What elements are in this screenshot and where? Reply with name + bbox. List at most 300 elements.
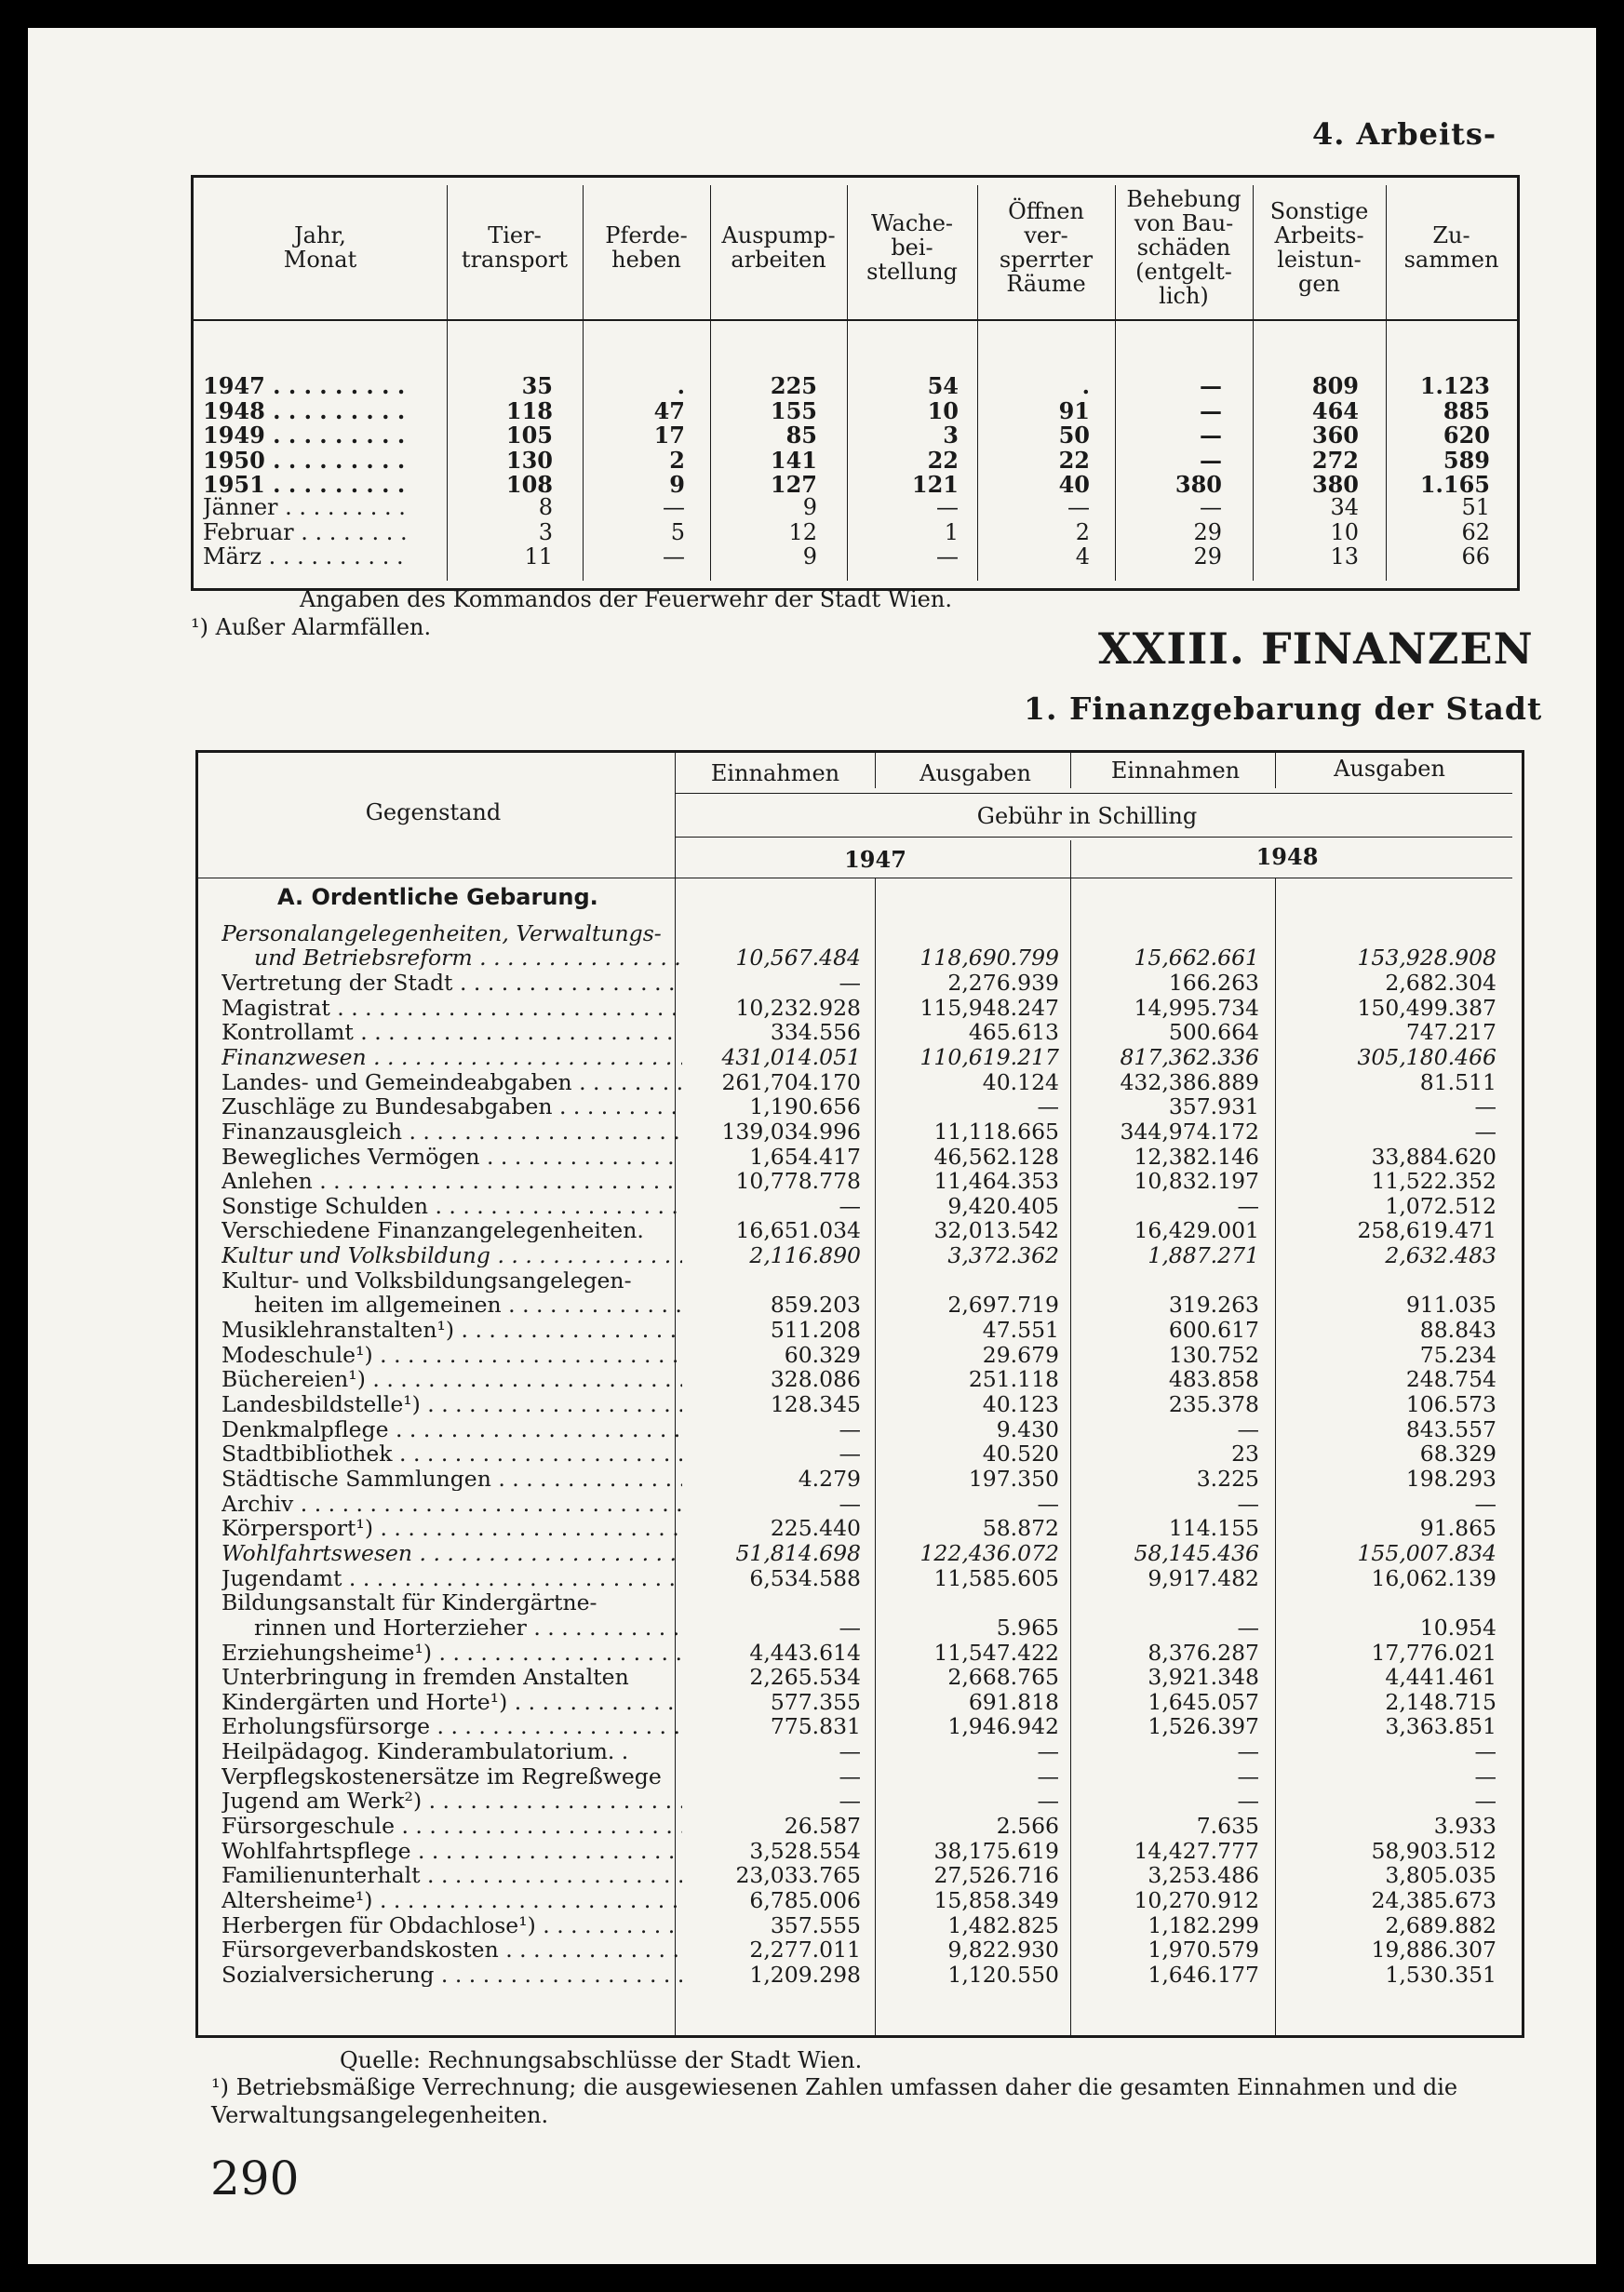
table-row (198, 1937, 1522, 1962)
cell-value: — (1200, 372, 1222, 399)
cell-value: 500.664 (1168, 1019, 1259, 1046)
cell-value: 47.551 (982, 1317, 1059, 1344)
row-label-text: Sonstige Schulden . . . (221, 1194, 682, 1218)
cell-value: 12,382.146 (1134, 1143, 1259, 1170)
row-label (221, 1839, 682, 1863)
cell-value: — (663, 543, 685, 570)
row-label-text: Fürsorgeschule . . . (221, 1814, 682, 1838)
row-label-text: Jugendamt . . . (221, 1566, 682, 1590)
cell-value: 88.843 (1419, 1317, 1496, 1344)
table-row (198, 1243, 1522, 1267)
table-row (198, 1367, 1522, 1391)
cell-value: — (1037, 1490, 1059, 1517)
cell-value: 3,253.486 (1148, 1862, 1259, 1889)
table-row (194, 372, 1517, 397)
cell-value: — (1200, 422, 1222, 449)
cell-value: 225 (770, 372, 817, 399)
cell-value: 10,270.912 (1134, 1887, 1259, 1913)
row-label-text: Vertretung der Stadt . . . (221, 971, 682, 995)
cell-value: — (839, 1788, 861, 1815)
table2-column-rule (1070, 753, 1071, 788)
cell-value: 60.329 (784, 1341, 861, 1368)
cell-value: 8,376.287 (1148, 1639, 1259, 1666)
page-number: 290 (210, 2151, 300, 2205)
cell-value: — (839, 969, 861, 996)
row-label (221, 1566, 682, 1590)
row-label-text: heiten im allgemeinen . . . (254, 1293, 682, 1317)
row-label-text: Kultur- und Volksbildungsangelegen- (221, 1267, 632, 1293)
row-label (203, 494, 412, 520)
cell-value: 10,832.197 (1134, 1168, 1259, 1195)
row-label-text: Heilpädagog. Kinderambulatorium. . (221, 1739, 629, 1764)
row-label-text: Erholungsfürsorge . . . (221, 1714, 682, 1738)
cell-value: 46,562.128 (933, 1143, 1059, 1170)
cell-value: 40.123 (982, 1391, 1059, 1417)
header-ausgaben-1947: Ausgaben (919, 760, 1031, 786)
cell-value: 4,443.614 (749, 1639, 861, 1666)
table-row (194, 471, 1517, 496)
table-row (198, 1641, 1522, 1665)
table2-source: Quelle: Rechnungsabschlüsse der Stadt Wien. (340, 2047, 863, 2073)
table-row (198, 921, 1522, 945)
cell-value: 54 (927, 372, 959, 399)
row-label-text: Wohlfahrtspflege . . . (221, 1839, 682, 1863)
row-label (221, 1764, 682, 1789)
table-row (198, 1739, 1522, 1763)
row-label-text: Fürsorgeverbandskosten . . . (221, 1937, 682, 1962)
cell-value: 114.155 (1168, 1515, 1259, 1542)
table-row (198, 1541, 1522, 1565)
cell-value: 24,385.673 (1371, 1887, 1496, 1913)
cell-value: 23,033.765 (735, 1862, 861, 1889)
row-label (203, 519, 412, 545)
cell-value: — (839, 1415, 861, 1442)
cell-value: 121 (911, 471, 959, 498)
table-row (198, 996, 1522, 1020)
cell-value: 8 (538, 494, 553, 520)
cell-value: 344,974.172 (1120, 1118, 1259, 1145)
cell-value: 1,209.298 (749, 1961, 861, 1988)
cell-value: 15,858.349 (933, 1887, 1059, 1913)
header-sonstige-arbeitsleistungen: Sonstige Arbeits- leistun- gen (1269, 198, 1369, 297)
table-row (194, 422, 1517, 447)
cell-value: 10.954 (1419, 1614, 1496, 1641)
cell-value: 9,822.930 (947, 1937, 1059, 1964)
cell-value: 334.556 (770, 1019, 861, 1046)
cell-value: 1,530.351 (1385, 1961, 1496, 1988)
cell-value: 9 (802, 543, 817, 570)
row-label-text: Magistrat . . . (221, 996, 682, 1020)
row-label-text: Kultur und Volksbildung . . . (221, 1243, 682, 1267)
cell-value: 305,180.466 (1357, 1043, 1496, 1070)
header-ausgaben-1948: Ausgaben (1334, 756, 1445, 782)
cell-value: 3,921.348 (1148, 1664, 1259, 1691)
row-label (221, 1963, 682, 1987)
table-row (198, 1169, 1522, 1193)
cell-value: 357.555 (770, 1911, 861, 1938)
table-row (198, 885, 1522, 909)
row-label-text: Verpflegskostenersätze im Regreßwege (221, 1763, 662, 1789)
cell-value: 261,704.170 (721, 1068, 861, 1095)
row-label (277, 885, 738, 909)
cell-value: 885 (1443, 396, 1490, 424)
table-row (198, 1690, 1522, 1714)
table-row (198, 1839, 1522, 1863)
cell-value: 50 (1058, 422, 1090, 449)
cell-value: 91 (1058, 396, 1090, 424)
cell-value: 40.124 (982, 1068, 1059, 1095)
table-row (198, 1963, 1522, 1987)
header-tiertransport: Tier- transport (461, 222, 569, 273)
table1-footnote: ¹) Außer Alarmfällen. (191, 614, 432, 640)
cell-value: 10,778.778 (735, 1168, 861, 1195)
row-label-text: Bildungsanstalt für Kindergärtne- (221, 1590, 597, 1615)
table-row (198, 1863, 1522, 1887)
header-pferdeheben: Pferde- heben (605, 222, 688, 273)
row-label-text: Büchereien¹) . . . (221, 1367, 682, 1391)
cell-value: 16,429.001 (1134, 1217, 1259, 1244)
table-row (198, 1467, 1522, 1491)
table-row (198, 1194, 1522, 1218)
row-label (221, 1392, 682, 1416)
row-label (221, 1863, 682, 1887)
row-label-text: Anlehen . . . (221, 1169, 682, 1193)
row-label-text: Familienunterhalt . . . (221, 1863, 682, 1887)
cell-value: 1.165 (1419, 471, 1490, 498)
cell-value: 380 (1311, 471, 1359, 498)
table-row (198, 1293, 1522, 1317)
cell-value: 40 (1058, 471, 1090, 498)
cell-value: 68.329 (1419, 1441, 1496, 1468)
cell-value: — (1237, 1763, 1259, 1789)
row-label-text: Stadtbibliothek . . . (221, 1441, 682, 1466)
cell-value: 432,386.889 (1120, 1068, 1259, 1095)
cell-value: 51,814.698 (735, 1539, 861, 1566)
cell-value: 2,632.483 (1385, 1242, 1496, 1269)
cell-value: 130.752 (1168, 1341, 1259, 1368)
cell-value: 843.557 (1405, 1415, 1496, 1442)
table-row (198, 1020, 1522, 1044)
cell-value: 4.279 (798, 1465, 861, 1492)
header-year-1947: 1947 (844, 846, 906, 873)
row-label-text: Landes- und Gemeindeabgaben . . . (221, 1070, 682, 1094)
cell-value: 11 (524, 543, 553, 570)
row-label (221, 1045, 682, 1069)
cell-value: 1,654.417 (749, 1143, 861, 1170)
cell-value: — (936, 543, 959, 570)
cell-value: — (839, 1441, 861, 1468)
cell-value: 3,363.851 (1385, 1713, 1496, 1740)
row-label-text: Körpersport¹) . . . (221, 1516, 682, 1540)
cell-value: 2,668.765 (947, 1664, 1059, 1691)
cell-value: 130 (505, 446, 553, 474)
row-label-text: Altersheime¹) . . . (221, 1888, 682, 1912)
cell-value: 155 (770, 396, 817, 424)
table2-row-rule (675, 793, 1512, 794)
cell-value: 1,970.579 (1148, 1937, 1259, 1964)
section-heading-arbeits: 4. Arbeits- (1312, 116, 1497, 152)
cell-value: 10,232.928 (735, 994, 861, 1021)
cell-value: — (936, 494, 959, 520)
row-label (221, 1367, 682, 1391)
cell-value: 17 (653, 422, 685, 449)
row-label-text: Unterbringung in fremden Anstalten (221, 1665, 629, 1690)
cell-value: 17,776.021 (1371, 1639, 1496, 1666)
cell-value: 3.225 (1196, 1465, 1259, 1492)
cell-value: 3,372.362 (947, 1242, 1059, 1269)
cell-value: 5 (670, 518, 685, 545)
table-row (198, 1665, 1522, 1689)
cell-value: 14,995.734 (1134, 994, 1259, 1021)
cell-value: 122,436.072 (919, 1539, 1059, 1566)
table-row (198, 1094, 1522, 1119)
cell-value: — (1474, 1093, 1496, 1120)
cell-value: 141 (770, 446, 817, 474)
cell-value: 13 (1330, 543, 1359, 570)
table1-source: Angaben des Kommandos der Feuerwehr der Stadt Wien. (300, 586, 952, 612)
row-label-text: März . . . (203, 543, 412, 570)
cell-value: 2,116.890 (749, 1242, 861, 1269)
cell-value: 75.234 (1419, 1341, 1496, 1368)
row-label-text: 1949 . . . (203, 422, 412, 449)
cell-value: 1.123 (1419, 372, 1490, 399)
cell-value: 600.617 (1168, 1317, 1259, 1344)
cell-value: 15,662.661 (1134, 945, 1259, 972)
header-wachebeistellung: Wache- bei- stellung (866, 210, 958, 285)
cell-value: 2,697.719 (947, 1292, 1059, 1319)
table2-footnote: ¹) Betriebsmäßige Verrechnung; die ausgewiesenen Zahlen umfassen daher die gesamten Einnahmen und die Verwaltungsangelegenheiten. (211, 2074, 1458, 2128)
cell-value: 483.858 (1168, 1366, 1259, 1393)
cell-value: 380 (1174, 471, 1222, 498)
row-label-text: Kontrollamt . . . (221, 1020, 682, 1044)
row-label-text: Archiv . . . (221, 1492, 682, 1516)
row-label-text: rinnen und Horterzieher . . . (254, 1615, 682, 1640)
cell-value: 2,276.939 (947, 969, 1059, 996)
cell-value: — (1474, 1490, 1496, 1517)
cell-value: 85 (785, 422, 817, 449)
row-label-text: Jänner . . . (203, 494, 412, 520)
cell-value: 14,427.777 (1134, 1837, 1259, 1864)
row-label-text: Musiklehranstalten¹) . . . (221, 1318, 682, 1342)
row-label-text: 1950 . . . (203, 447, 412, 474)
cell-value: — (1200, 396, 1222, 424)
cell-value: — (839, 1763, 861, 1789)
cell-value: 235.378 (1168, 1391, 1259, 1417)
cell-value: 58,145.436 (1134, 1539, 1259, 1566)
cell-value: 1,946.942 (947, 1713, 1059, 1740)
row-label (221, 1516, 682, 1540)
cell-value: — (1237, 1415, 1259, 1442)
row-label-text: Februar . . . (203, 519, 412, 545)
row-label (221, 1441, 682, 1466)
cell-value: 4 (1075, 543, 1090, 570)
row-label-text: 1951 . . . (203, 471, 412, 498)
cell-value: — (839, 1192, 861, 1219)
table-row (198, 1119, 1522, 1144)
cell-value: 3 (538, 518, 553, 545)
row-label-text: Finanzausgleich . . . (221, 1119, 682, 1144)
table-row (198, 1417, 1522, 1441)
cell-value: 511.208 (770, 1317, 861, 1344)
cell-value: 35 (521, 372, 553, 399)
cell-value: — (1474, 1738, 1496, 1765)
row-label (221, 1739, 682, 1763)
header-jahr-monat: Jahr, Monat (283, 222, 357, 273)
cell-value: — (663, 494, 685, 520)
row-label-text: Verschiedene Finanzangelegenheiten. (221, 1218, 644, 1243)
cell-value: 38,175.619 (933, 1837, 1059, 1864)
cell-value: 2,277.011 (749, 1937, 861, 1964)
cell-value: 33,884.620 (1371, 1143, 1496, 1170)
cell-value: 16,651.034 (735, 1217, 861, 1244)
row-label (254, 1293, 682, 1317)
finance-table (195, 750, 1524, 2038)
chapter-title: XXIII. FINANZEN (1098, 623, 1534, 674)
table-row (198, 1392, 1522, 1416)
cell-value: . (1081, 372, 1090, 399)
row-label (221, 1467, 682, 1491)
cell-value: — (1200, 494, 1222, 520)
cell-value: 9,917.482 (1148, 1564, 1259, 1591)
table-row (194, 543, 1517, 569)
row-label (221, 1145, 682, 1169)
row-label-text: Personalangelegenheiten, Verwaltungs- (221, 920, 662, 945)
table-row (194, 519, 1517, 544)
cell-value: 3 (943, 422, 959, 449)
cell-value: . (677, 372, 685, 399)
cell-value: 153,928.908 (1357, 945, 1496, 972)
cell-value: 911.035 (1405, 1292, 1496, 1319)
cell-value: — (1237, 1614, 1259, 1641)
row-label-text: Jugend am Werk²) . . . (221, 1789, 682, 1813)
cell-value: 11,464.353 (933, 1168, 1059, 1195)
row-label-text: Finanzwesen . . . (221, 1045, 682, 1069)
cell-value: 10 (1330, 518, 1359, 545)
cell-value: 1,645.057 (1148, 1688, 1259, 1715)
row-label (221, 1094, 682, 1119)
cell-value: — (1067, 494, 1090, 520)
row-label (221, 1937, 682, 1962)
cell-value: 198.293 (1405, 1465, 1496, 1492)
cell-value: 775.831 (770, 1713, 861, 1740)
row-label (221, 1194, 682, 1218)
cell-value: 577.355 (770, 1688, 861, 1715)
cell-value: 9 (669, 471, 685, 498)
cell-value: 197.350 (968, 1465, 1059, 1492)
cell-value: 29.679 (982, 1341, 1059, 1368)
table-row (198, 1045, 1522, 1069)
cell-value: 1,646.177 (1148, 1961, 1259, 1988)
cell-value: 11,547.422 (933, 1639, 1059, 1666)
cell-value: 1,072.512 (1385, 1192, 1496, 1219)
row-label (221, 1714, 682, 1738)
row-label (221, 1020, 682, 1044)
cell-value: 9.430 (996, 1415, 1059, 1442)
cell-value: 465.613 (968, 1019, 1059, 1046)
cell-value: 66 (1461, 543, 1490, 570)
cell-value: — (1037, 1788, 1059, 1815)
cell-value: 32,013.542 (933, 1217, 1059, 1244)
cell-value: 319.263 (1168, 1292, 1259, 1319)
cell-value: 11,118.665 (933, 1118, 1059, 1145)
cell-value: — (839, 1738, 861, 1765)
row-label-text: Bewegliches Vermögen . . . (221, 1145, 682, 1169)
cell-value: — (1237, 1192, 1259, 1219)
cell-value: 128.345 (770, 1391, 861, 1417)
table-row (198, 971, 1522, 995)
cell-value: 2.566 (996, 1813, 1059, 1840)
cell-value: 3.933 (1433, 1813, 1496, 1840)
header-year-1948: 1948 (1255, 843, 1319, 870)
row-label (203, 543, 412, 570)
cell-value: 7.635 (1196, 1813, 1259, 1840)
row-label (221, 1690, 682, 1714)
row-label-text: Wohlfahrtswesen . . . (221, 1541, 682, 1565)
cell-value: 589 (1443, 446, 1490, 474)
cell-value: — (1474, 1118, 1496, 1145)
row-label-text: Sozialversicherung . . . (221, 1963, 682, 1987)
cell-value: 431,014.051 (721, 1043, 861, 1070)
table-row (198, 1714, 1522, 1738)
cell-value: 26.587 (784, 1813, 861, 1840)
row-label (221, 1243, 682, 1267)
row-label-text: 1947 . . . (203, 372, 412, 399)
cell-value: 10 (927, 396, 959, 424)
cell-value: 1,120.550 (947, 1961, 1059, 1988)
row-label (221, 1492, 682, 1516)
row-label-text: A. Ordentliche Gebarung. (277, 885, 598, 909)
cell-value: — (839, 1490, 861, 1517)
table-row (194, 397, 1517, 422)
row-label (221, 1888, 682, 1912)
cell-value: 2,265.534 (749, 1664, 861, 1691)
cell-value: 251.118 (968, 1366, 1059, 1393)
cell-value: 3,805.035 (1385, 1862, 1496, 1889)
cell-value: 19,886.307 (1371, 1937, 1496, 1964)
table-row (194, 447, 1517, 472)
row-label (254, 1615, 682, 1640)
cell-value: 328.086 (770, 1366, 861, 1393)
row-label-text: 1948 . . . (203, 397, 412, 424)
cell-value: 27,526.716 (933, 1862, 1059, 1889)
row-label (221, 1343, 682, 1367)
cell-value: 1,526.397 (1148, 1713, 1259, 1740)
cell-value: 809 (1311, 372, 1359, 399)
cell-value: 2 (1075, 518, 1090, 545)
table2-column-rule (875, 753, 876, 788)
cell-value: 22 (1058, 446, 1090, 474)
cell-value: 34 (1330, 494, 1359, 520)
cell-value: 2,689.882 (1385, 1911, 1496, 1938)
row-label-text: Zuschläge zu Bundesabgaben . . . (221, 1094, 682, 1119)
cell-value: 620 (1443, 422, 1490, 449)
table-row (198, 1218, 1522, 1242)
row-label (254, 945, 682, 970)
cell-value: 1,482.825 (947, 1911, 1059, 1938)
row-label (221, 1119, 682, 1144)
table-row (198, 1268, 1522, 1293)
cell-value: 2,682.304 (1385, 969, 1496, 996)
cell-value: 5.965 (996, 1614, 1059, 1641)
row-label (221, 1814, 682, 1838)
table-row (198, 1764, 1522, 1789)
header-einnahmen-1948: Einnahmen (1110, 757, 1241, 784)
cell-value: 29 (1193, 543, 1222, 570)
row-label (203, 447, 412, 474)
row-label (221, 1665, 682, 1689)
cell-value: — (1474, 1788, 1496, 1815)
row-label (203, 422, 412, 449)
